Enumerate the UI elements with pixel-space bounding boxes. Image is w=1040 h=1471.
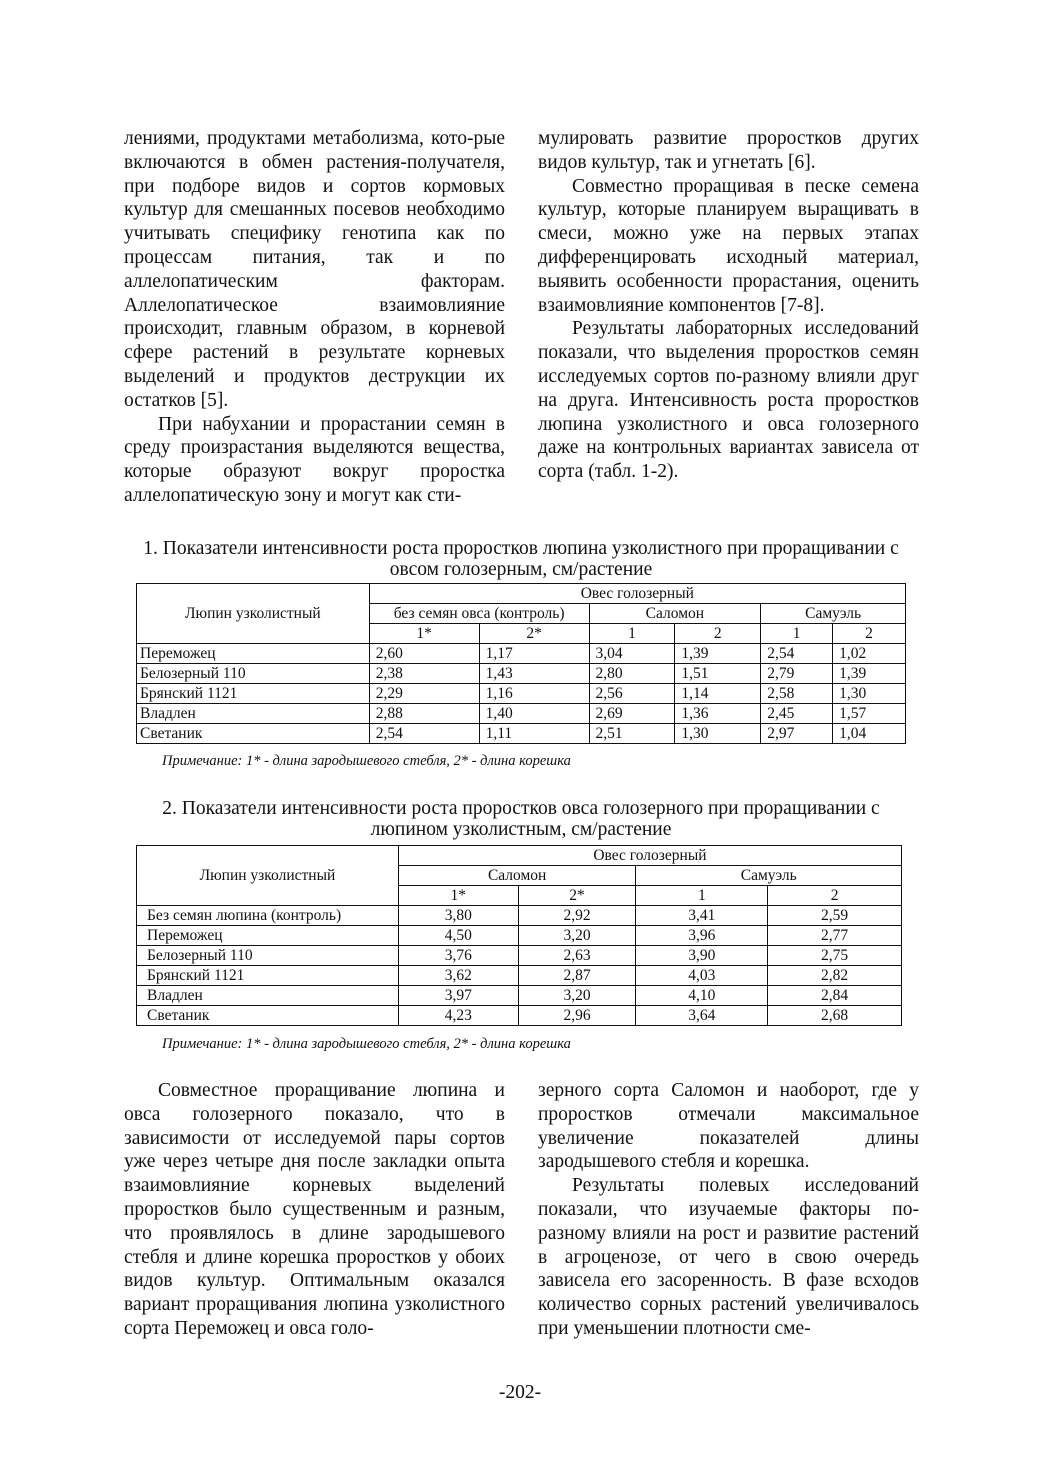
table2-note: Примечание: 1* - длина зародышевого стебля, 2* - длина корешка xyxy=(162,1036,571,1052)
table1-note: Примечание: 1* - длина зародышевого стебля, 2* - длина корешка xyxy=(162,753,571,769)
table2-subcol: 2* xyxy=(518,886,636,906)
table-row xyxy=(137,906,902,926)
table-cell: 3,90 xyxy=(636,946,768,966)
table-cell: 2,79 xyxy=(761,664,833,684)
table1-subcol: 2 xyxy=(675,624,761,644)
row-label: Светаник xyxy=(137,1006,399,1026)
table-cell: 2,97 xyxy=(761,724,833,744)
table-cell: 1,11 xyxy=(479,724,589,744)
table-cell: 1,30 xyxy=(833,684,906,704)
table-cell: 3,20 xyxy=(518,986,636,1006)
paragraph: Результаты лабораторных исследований показали, что выделения проростков семян исследуемых сортов по-разному влияли друг на друга. Интенсивность роста проростков люпина узколистного и овса голозерного даже на контрольных вариантах зависела от сорта (табл. 1-2). xyxy=(538,318,919,483)
table-cell: 2,92 xyxy=(518,906,636,926)
table-cell: 3,20 xyxy=(518,926,636,946)
page-number: -202- xyxy=(498,1382,542,1403)
table-cell: 3,97 xyxy=(398,986,518,1006)
paragraph: лениями, продуктами метаболизма, кото-рые включаются в обмен растения-получателя, при подборе видов и сортов кормовых культур для смешанных посевов необходимо учитывать специфику генотипа как по процессам питания, так и по аллелопатическим факторам. Аллелопатическое взаимовлияние происходит, главным образом, в корневой сфере растений в результате корневых выделений и продуктов деструкции их остатков [5]. xyxy=(124,128,505,411)
table-cell: 2,69 xyxy=(589,704,675,724)
table-cell: 4,50 xyxy=(398,926,518,946)
table1-subcol: 2 xyxy=(833,624,906,644)
paragraph: Результаты полевых исследований показали, что изучаемые факторы по-разному влияли на рост и развитие растений в агроценозе, от чего в свою очередь зависела его засоренность. В фазе всходов количество сорных растений увеличивалось при уменьшении плотности сме- xyxy=(538,1175,919,1339)
table-cell: 2,63 xyxy=(518,946,636,966)
table-row xyxy=(137,946,902,966)
paragraph: мулировать развитие проростков других видов культур, так и угнетать [6]. xyxy=(538,128,919,173)
table-cell: 1,57 xyxy=(833,704,906,724)
table-cell: 1,14 xyxy=(675,684,761,704)
table-cell: 3,96 xyxy=(636,926,768,946)
table-cell: 1,36 xyxy=(675,704,761,724)
table-cell: 2,84 xyxy=(768,986,902,1006)
text-column-top-left xyxy=(124,127,505,508)
table-row xyxy=(137,926,902,946)
table2-subcol: 1 xyxy=(636,886,768,906)
table-cell: 2,56 xyxy=(589,684,675,704)
table1-subgroup: Самуэль xyxy=(761,604,906,624)
table-cell: 2,75 xyxy=(768,946,902,966)
table-cell: 1,39 xyxy=(675,644,761,664)
table-cell: 1,39 xyxy=(833,664,906,684)
text-column-bottom-left xyxy=(124,1079,505,1341)
table1-subcol: 2* xyxy=(479,624,589,644)
table-cell: 2,82 xyxy=(768,966,902,986)
table-row xyxy=(137,724,906,744)
table-cell: 2,29 xyxy=(369,684,479,704)
paragraph: Совместно проращивая в песке семена культур, которые планируем выращивать в смеси, можно уже на первых этапах дифференцировать исходный материал, выявить особенности прорастания, оценить взаимовлияние компонентов [7-8]. xyxy=(538,175,919,316)
row-label: Владлен xyxy=(137,986,399,1006)
table2-group-header: Овес голозерный xyxy=(398,846,901,866)
table-cell: 2,54 xyxy=(761,644,833,664)
row-label: Белозерный 110 xyxy=(137,664,370,684)
table-cell: 1,02 xyxy=(833,644,906,664)
table1-subcol: 1 xyxy=(761,624,833,644)
table-cell: 2,51 xyxy=(589,724,675,744)
table-cell: 3,76 xyxy=(398,946,518,966)
table-cell: 3,80 xyxy=(398,906,518,926)
table-row xyxy=(137,986,902,1006)
table-cell: 3,62 xyxy=(398,966,518,986)
table-cell: 1,40 xyxy=(479,704,589,724)
table-cell: 2,88 xyxy=(369,704,479,724)
row-label: Переможец xyxy=(137,926,399,946)
table-cell: 2,58 xyxy=(761,684,833,704)
paragraph: При набухании и прорастании семян в среду произрастания выделяются вещества, которые образуют вокруг проростка аллелопатическую зону и могут как сти- xyxy=(124,413,505,506)
table-row xyxy=(137,1006,902,1026)
table-cell: 2,59 xyxy=(768,906,902,926)
table2 xyxy=(136,845,902,1026)
table-row xyxy=(137,966,902,986)
table2-subcol: 2 xyxy=(768,886,902,906)
row-label: Брянский 1121 xyxy=(137,966,399,986)
table1-subgroup: Саломон xyxy=(589,604,761,624)
table-cell: 2,60 xyxy=(369,644,479,664)
table-cell: 2,77 xyxy=(768,926,902,946)
table-cell: 4,03 xyxy=(636,966,768,986)
table-cell: 4,10 xyxy=(636,986,768,1006)
table-cell: 1,17 xyxy=(479,644,589,664)
table-cell: 1,51 xyxy=(675,664,761,684)
row-label: Светаник xyxy=(137,724,370,744)
table-cell: 2,80 xyxy=(589,664,675,684)
table-cell: 1,43 xyxy=(479,664,589,684)
table-cell: 2,68 xyxy=(768,1006,902,1026)
table-row xyxy=(137,664,906,684)
row-label: Переможец xyxy=(137,644,370,664)
table-cell: 4,23 xyxy=(398,1006,518,1026)
table-cell: 2,38 xyxy=(369,664,479,684)
table-cell: 2,54 xyxy=(369,724,479,744)
table-cell: 3,04 xyxy=(589,644,675,664)
table2-subgroup: Саломон xyxy=(398,866,636,886)
table-cell: 2,87 xyxy=(518,966,636,986)
table1-subcol: 1* xyxy=(369,624,479,644)
row-label: Владлен xyxy=(137,704,370,724)
table-row xyxy=(137,704,906,724)
table1-subcol: 1 xyxy=(589,624,675,644)
table1-group-header: Овес голозерный xyxy=(369,584,905,604)
row-label: Белозерный 110 xyxy=(137,946,399,966)
table2-row-header: Люпин узколистный xyxy=(137,846,399,906)
paragraph: зерного сорта Саломон и наоборот, где у проростков отмечали максимальное увеличение показателей длины зародышевого стебля и корешка. xyxy=(538,1080,919,1173)
table-cell: 1,30 xyxy=(675,724,761,744)
row-label: Без семян люпина (контроль) xyxy=(137,906,399,926)
paragraph: Совместное проращивание люпина и овса голозерного показало, что в зависимости от исследуемой пары сортов уже через четыре дня после закладки опыта взаимовлияние корневых выделений проростков было существенным и разным, что проявлялось в длине зародышевого стебля и длине корешка проростков у обоих видов культур. Оптимальным оказался вариант проращивания люпина узколистного сорта Переможец и овса голо- xyxy=(124,1080,505,1339)
text-column-top-right xyxy=(538,127,919,484)
table-row xyxy=(137,684,906,704)
table2-subgroup: Самуэль xyxy=(636,866,902,886)
table-cell: 2,45 xyxy=(761,704,833,724)
table1-caption: 1. Показатели интенсивности роста проростков люпина узколистного при проращивании с овсом голозерным, см/растение xyxy=(143,538,899,580)
table2-caption: 2. Показатели интенсивности роста проростков овса голозерного при проращивании с люпином узколистным, см/растение xyxy=(162,798,880,840)
table1 xyxy=(136,583,906,744)
table-cell: 2,96 xyxy=(518,1006,636,1026)
table-cell: 1,04 xyxy=(833,724,906,744)
table2-subcol: 1* xyxy=(398,886,518,906)
table1-subgroup: без семян овса (контроль) xyxy=(369,604,589,624)
table-cell: 3,41 xyxy=(636,906,768,926)
row-label: Брянский 1121 xyxy=(137,684,370,704)
table-row xyxy=(137,644,906,664)
table-cell: 1,16 xyxy=(479,684,589,704)
text-column-bottom-right xyxy=(538,1079,919,1341)
table-cell: 3,64 xyxy=(636,1006,768,1026)
table1-row-header: Люпин узколистный xyxy=(137,584,370,644)
